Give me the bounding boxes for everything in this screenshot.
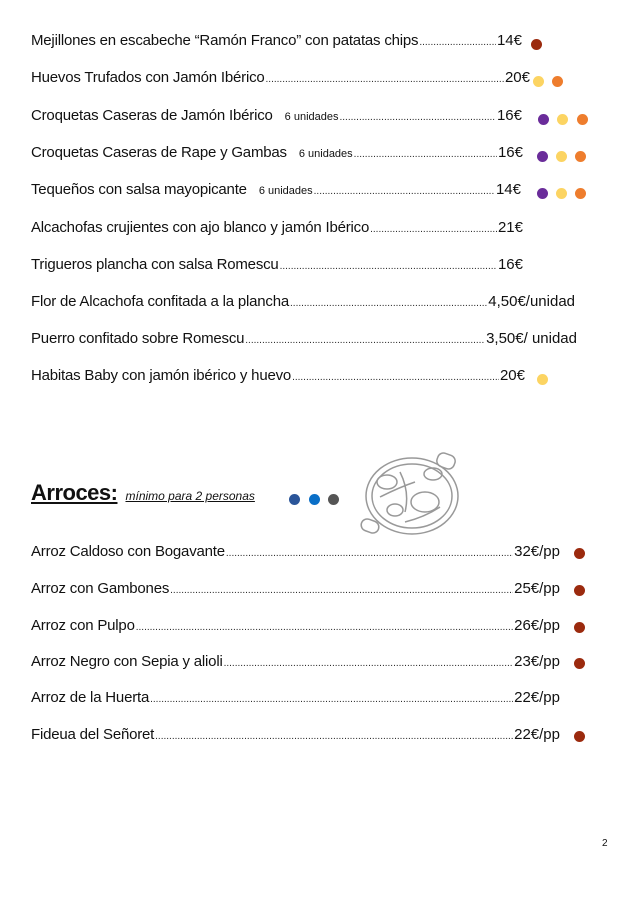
item-price: 25€/pp — [514, 580, 560, 597]
menu-item — [31, 32, 522, 54]
diet-dot-gray — [328, 494, 339, 505]
rice-item — [31, 617, 560, 639]
item-price: 14€ — [495, 181, 521, 198]
menu-item — [31, 330, 577, 352]
paella-pan-illustration — [355, 452, 465, 540]
item-price: 3,50€/ unidad — [486, 330, 577, 347]
menu-item — [31, 69, 530, 91]
item-name: Tequeños con salsa mayopicante — [31, 181, 247, 198]
item-name: Arroz de la Huerta — [31, 689, 150, 706]
rice-item — [31, 653, 560, 675]
item-price: 23€/pp — [514, 653, 560, 670]
dot-leader — [292, 372, 499, 383]
item-name: Huevos Trufados con Jamón Ibérico — [31, 69, 265, 86]
dot-leader — [340, 112, 496, 123]
dot-leader — [266, 74, 504, 85]
item-price: 32€/pp — [514, 543, 560, 560]
item-name: Arroz Negro con Sepia y alioli — [31, 653, 223, 670]
rice-item — [31, 726, 560, 748]
menu-item — [31, 107, 522, 129]
dot-leader — [370, 224, 497, 235]
section-subtitle: mínimo para 2 personas — [125, 489, 255, 503]
allergen-dot-purple — [538, 114, 549, 125]
allergen-dot-purple — [537, 188, 548, 199]
arroces-heading — [31, 480, 255, 506]
menu-item — [31, 293, 575, 315]
diet-dot-navy — [289, 494, 300, 505]
menu-item — [31, 219, 523, 241]
item-name: Mejillones en escabeche “Ramón Franco” con patatas chips — [31, 32, 419, 49]
item-name: Habitas Baby con jamón ibérico y huevo — [31, 367, 292, 384]
rice-item — [31, 580, 560, 602]
item-name: Arroz con Gambones — [31, 580, 170, 597]
rice-item — [31, 543, 560, 565]
item-name: Croquetas Caseras de Rape y Gambas — [31, 144, 287, 161]
rice-item — [31, 689, 560, 711]
item-name: Puerro confitado sobre Romescu — [31, 330, 245, 347]
item-name: Alcachofas crujientes con ajo blanco y jamón Ibérico — [31, 219, 370, 236]
menu-item — [31, 256, 523, 278]
dot-leader — [150, 694, 513, 705]
dot-leader — [245, 335, 485, 346]
item-name: Arroz Caldoso con Bogavante — [31, 543, 225, 560]
item-price: 16€ — [497, 256, 523, 273]
allergen-dot-darkred — [574, 585, 585, 596]
item-name: Flor de Alcachofa confitada a la plancha — [31, 293, 290, 310]
dot-leader — [226, 548, 513, 559]
menu-item — [31, 367, 525, 389]
allergen-dot-yellow — [557, 114, 568, 125]
item-price: 21€ — [497, 219, 523, 236]
item-name: Croquetas Caseras de Jamón Ibérico — [31, 107, 273, 124]
allergen-dot-orange — [552, 76, 563, 87]
item-units: 6 unidades — [298, 148, 353, 160]
dot-leader — [170, 585, 513, 596]
allergen-dot-purple — [537, 151, 548, 162]
allergen-dot-darkred — [574, 622, 585, 633]
menu-item — [31, 181, 521, 203]
item-price: 22€/pp — [514, 689, 560, 706]
item-price: 26€/pp — [514, 617, 560, 634]
section-title: Arroces: — [31, 480, 118, 505]
allergen-dot-darkred — [574, 548, 585, 559]
allergen-dot-yellow — [537, 374, 548, 385]
diet-dot-blue — [309, 494, 320, 505]
dot-leader — [136, 622, 513, 633]
allergen-dot-yellow — [556, 188, 567, 199]
allergen-dot-orange — [575, 151, 586, 162]
dot-leader — [314, 186, 495, 197]
item-units: 6 unidades — [284, 111, 339, 123]
allergen-dot-darkred — [574, 731, 585, 742]
item-price: 20€ — [504, 69, 530, 86]
item-price: 16€ — [497, 144, 523, 161]
allergen-dot-darkred — [574, 658, 585, 669]
item-price: 4,50€/unidad — [488, 293, 575, 310]
menu-item — [31, 144, 523, 166]
item-price: 16€ — [496, 107, 522, 124]
dot-leader — [155, 731, 513, 742]
item-name: Arroz con Pulpo — [31, 617, 135, 634]
item-price: 14€ — [496, 32, 522, 49]
allergen-dot-yellow — [533, 76, 544, 87]
allergen-dot-orange — [577, 114, 588, 125]
allergen-dot-yellow — [556, 151, 567, 162]
allergen-dot-darkred — [531, 39, 542, 50]
dot-leader — [354, 149, 497, 160]
item-name: Fideua del Señoret — [31, 726, 155, 743]
dot-leader — [290, 298, 487, 309]
item-price: 20€ — [499, 367, 525, 384]
dot-leader — [419, 37, 496, 48]
item-price: 22€/pp — [514, 726, 560, 743]
dot-leader — [280, 261, 497, 272]
allergen-dot-orange — [575, 188, 586, 199]
dot-leader — [224, 658, 514, 669]
item-name: Trigueros plancha con salsa Romescu — [31, 256, 279, 273]
page-number: 2 — [602, 838, 608, 849]
item-units: 6 unidades — [258, 185, 313, 197]
